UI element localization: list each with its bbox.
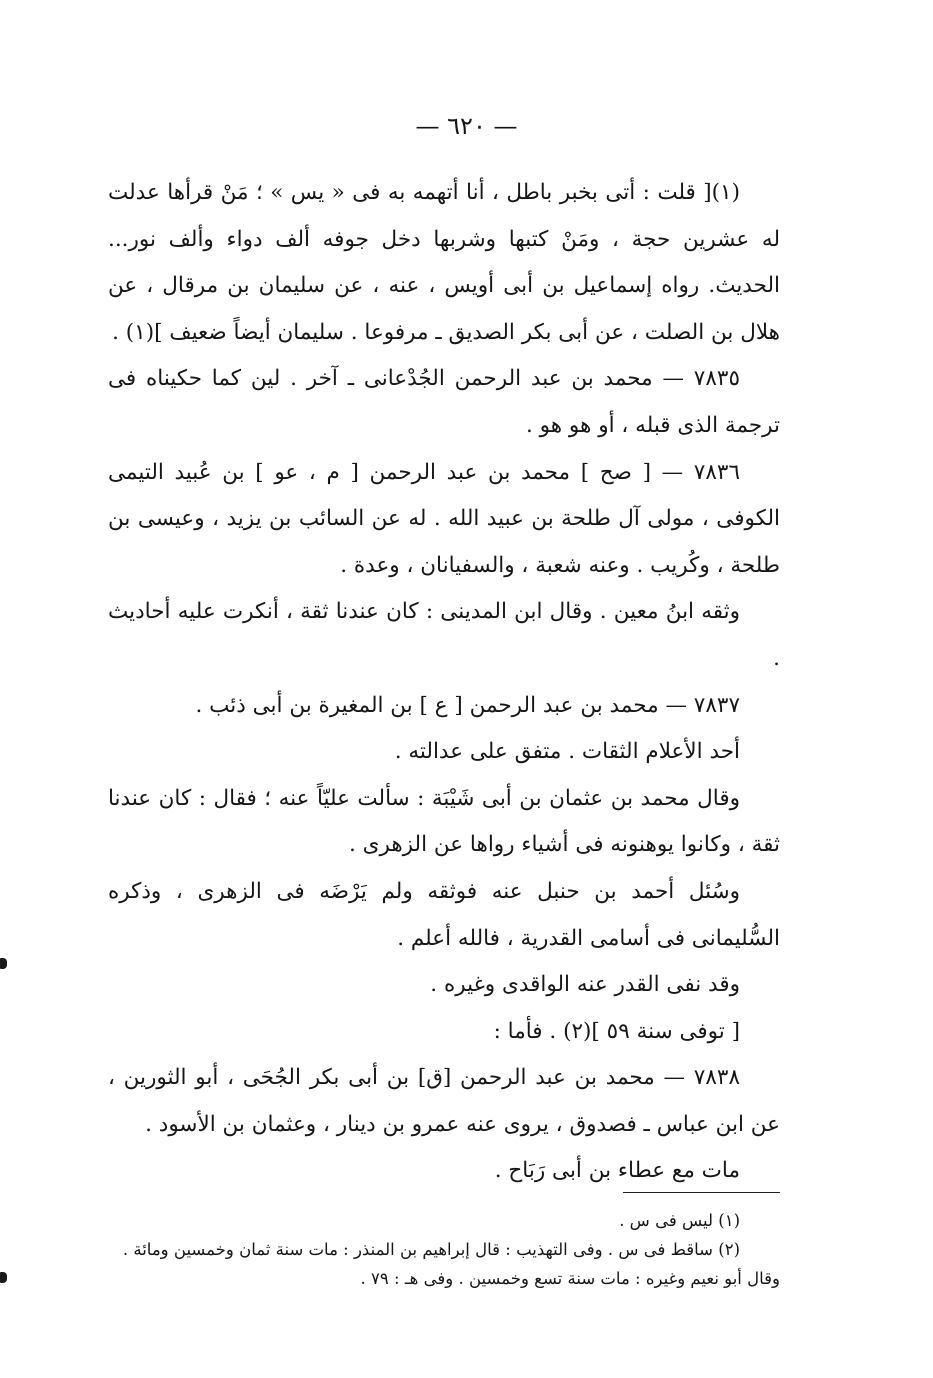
footnote-1: (١) ليس فى س . bbox=[619, 1211, 740, 1230]
footnotes bbox=[108, 1206, 780, 1293]
page-number: — ٦٢٠ — bbox=[415, 112, 518, 140]
paragraph-ahmad-ibn-hanbal: وسُئل أحمد بن حنبل عنه فوثقه ولم يَرْضَه فى الزهرى ، وذكره السُّليمانى فى أسامى القدرية ، فالله أعلم . bbox=[108, 878, 780, 951]
paragraph-ahad-alalam: أحد الأعلام الثقات . متفق على عدالته . bbox=[394, 739, 740, 765]
footnote-2-continuation: وقال أبو نعيم وغيره : مات سنة تسع وخمسين . وفى هـ : ٧٩ . bbox=[360, 1269, 780, 1288]
paragraph-death-ata: مات مع عطاء بن أبى رَبَاح . bbox=[494, 1158, 740, 1184]
main-text bbox=[108, 170, 780, 1195]
entry-7838: ٧٨٣٨ — محمد بن عبد الرحمن [ق] بن أبى بكر الجُحَى ، أبو الثورين ، عن ابن عباس ـ فصدوق ، يروى عنه عمرو بن دينار ، وعثمان بن الأسود . bbox=[108, 1065, 780, 1137]
paragraph-ibn-abi-shayba: وقال محمد بن عثمان بن أبى شَيْبَة : سألت عليّاً عنه ؛ فقال : كان عندنا ثقة ، وكانوا يوهنونه فى أشياء رواها عن الزهرى . bbox=[108, 785, 780, 858]
entry-7837: ٧٨٣٧ — محمد بن عبد الرحمن [ ع ] بن المغيرة بن أبى ذئب . bbox=[195, 692, 740, 718]
paragraph-tawthiq: وثقه ابنُ معين . وقال ابن المدينى : كان عندنا ثقة ، أنكرت عليه أحاديث . bbox=[108, 599, 780, 671]
scan-edge-mark bbox=[0, 958, 7, 969]
entry-7835: ٧٨٣٥ — محمد بن عبد الرحمن الجُدْعانى ـ آخر . لين كما حكيناه فى ترجمة الذى قبله ، أو هو هو . bbox=[108, 366, 780, 438]
paragraph-death-year: [ توفى سنة ٥٩ ](٢) . فأما : bbox=[493, 1018, 740, 1044]
scan-edge-mark bbox=[0, 1272, 7, 1283]
paragraph-waqidi: وقد نفى القدر عنه الواقدى وغيره . bbox=[430, 972, 740, 998]
paragraph-commentary: (١)[ قلت : أتى بخبر باطل ، أنا أتهمه به فى « يس » ؛ مَنْ قرأها عدلت له عشرين حجة ، ومَنْ كتبها وشربها دخل جوفه ألف دواء وألف نور... الحديث. رواه إسماعيل بن أبى أويس ، عنه ، عن سليمان بن مرقال ، عن هلال بن الصلت ، عن أبى بكر الصديق ـ مرفوعا . سليمان أيضاً ضعيف ](١) . bbox=[108, 180, 780, 345]
footnote-divider bbox=[623, 1192, 780, 1193]
entry-7836: ٧٨٣٦ — [ صح ] محمد بن عبد الرحمن [ م ، عو ] بن عُبيد التيمى الكوفى ، مولى آل طلحة بن عبيد الله . له عن السائب بن يزيد ، وعيسى بن طلحة ، وكُريب . وعنه شعبة ، والسفيانان ، وعدة . bbox=[108, 459, 780, 578]
footnote-2: (٢) ساقط فى س . وفى التهذيب : قال إبراهيم بن المنذر : مات سنة ثمان وخمسين ومائة . bbox=[122, 1240, 740, 1259]
